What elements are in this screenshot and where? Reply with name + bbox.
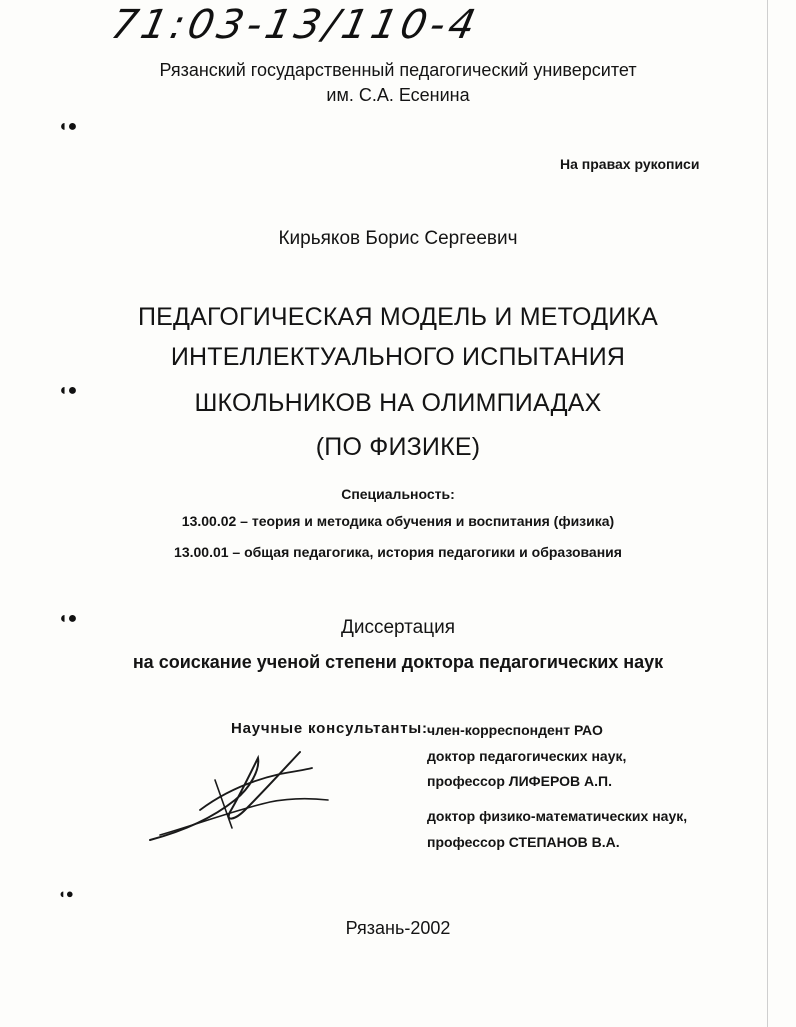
consultants-label: Научные консультанты: [231,720,428,737]
university-name: Рязанский государственный педагогический университет [159,60,637,80]
document-type: Диссертация [340,617,456,638]
consultant-1-title: член-корреспондент РАО [427,722,603,738]
author-name: Кирьяков Борис Сергеевич [278,228,518,249]
punch-hole-mark-1: ◖● [58,118,78,135]
specialty-label: Специальность: [341,486,455,502]
signature [140,740,340,850]
consultant-1-name: профессор ЛИФЕРОВ А.П. [427,773,612,789]
city-year: Рязань-2002 [345,918,451,938]
specialty-2: 13.00.01 – общая педагогика, история педагогики и образования [174,544,622,560]
title-line-1: ПЕДАГОГИЧЕСКАЯ МОДЕЛЬ И МЕТОДИКА [137,303,659,331]
title-line-2: ИНТЕЛЛЕКТУАЛЬНОГО ИСПЫТАНИЯ [170,343,626,371]
consultant-2-name: профессор СТЕПАНОВ В.А. [427,834,620,850]
consultant-1-degree: доктор педагогических наук, [427,748,627,764]
specialty-1: 13.00.02 – теория и методика обучения и воспитания (физика) [181,513,615,529]
punch-hole-mark-4: ◖● [58,886,74,901]
title-line-4: (ПО ФИЗИКЕ) [315,433,481,461]
punch-hole-mark-3: ◖● [58,610,78,627]
punch-hole-mark-2: ◖● [58,382,78,399]
university-named-after: им. С.А. Есенина [326,85,470,105]
manuscript-rights: На правах рукописи [560,156,700,172]
degree-line: на соискание ученой степени доктора педагогических наук [132,652,664,672]
archive-number: 71:03-13/110-4 [107,2,484,48]
consultant-2-degree: доктор физико-математических наук, [427,808,688,824]
title-line-3: ШКОЛЬНИКОВ НА ОЛИМПИАДАХ [194,389,602,417]
university-block [0,58,796,108]
